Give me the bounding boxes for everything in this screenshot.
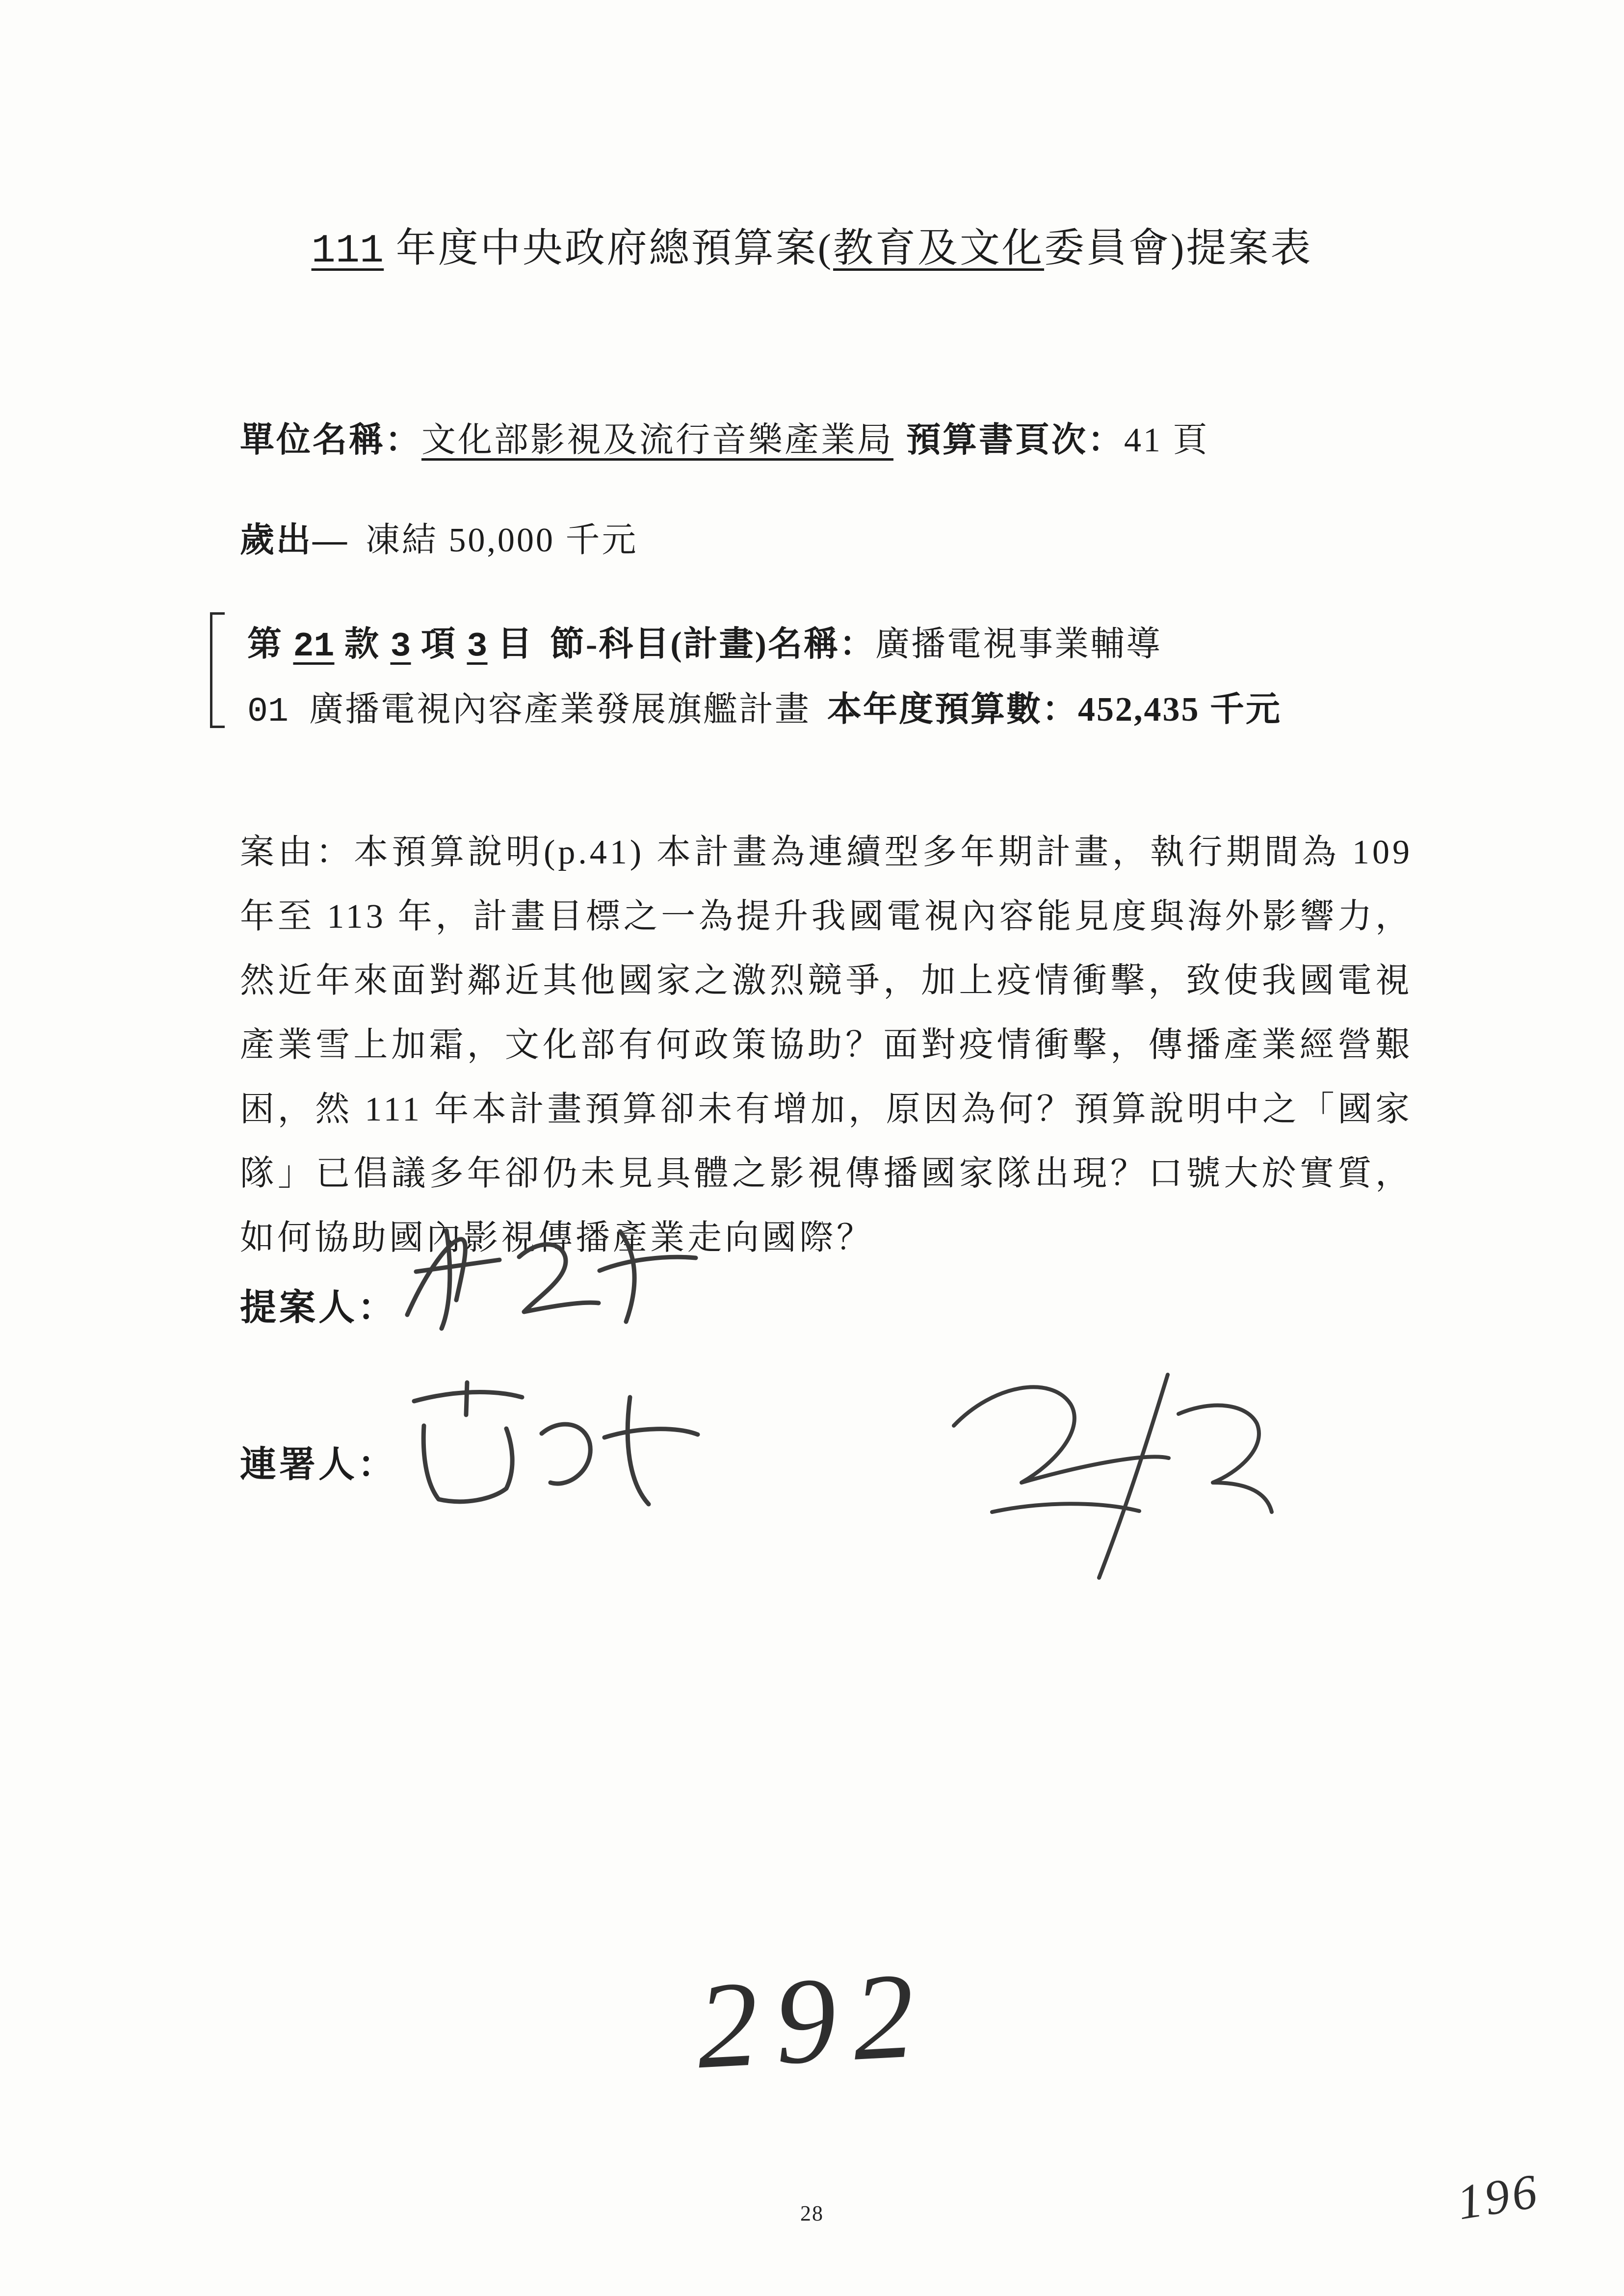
title-committee: 教育及文化 [833,226,1045,270]
unit-name-label: 單位名稱： [240,421,421,459]
annual-budget-label: 本年度預算數： [827,691,1078,729]
budget-item-line1 [247,613,1282,678]
document-title [0,216,1624,274]
handwritten-total-number: 292 [693,1946,934,2095]
title-mid: 年度中央政府總預算案( [384,226,834,270]
item-kuan-number: 21 [293,627,335,666]
budget-item-block [247,613,1282,744]
item-block-bracket [210,612,225,728]
budget-item-line2 [247,678,1282,744]
plan-name: 廣播電視內容產業發展旗艦計畫 [309,691,811,729]
expenditure-line [240,512,638,562]
proposer-label: 提案人： [240,1288,397,1328]
item-mu-number: 3 [467,627,488,666]
proposer-signature [388,1212,721,1349]
item-mu-label: 目 [487,626,534,663]
unit-name-value: 文化部影視及流行音樂產業局 [421,421,893,459]
page-number: 28 [800,2201,824,2225]
corner-handwritten-number: 196 [1453,2163,1544,2230]
cosigner-label: 連署人： [240,1445,397,1485]
item-kuan-label: 款 [334,626,391,663]
item-xiang-number: 3 [390,627,411,666]
title-tail: 委員會)提案表 [1044,226,1313,270]
expenditure-value: 凍結 50,000 千元 [366,522,638,559]
item-xiang-label: 項 [411,626,467,663]
budget-book-page-label: 預算書頁次： [906,421,1124,459]
expenditure-label: 歲出— [240,522,349,559]
item-prefix: 第 [247,626,293,663]
plan-code: 01 [247,693,310,731]
subject-name-label: 節-科目(計畫)名稱： [550,626,875,663]
title-year: 111 [311,228,384,274]
case-description: 案由：本預算說明(p.41) 本計畫為連續型多年期計畫，執行期間為 109 年至 113 年，計畫目標之一為提升我國電視內容能見度與海外影響力，然近年來面對鄰近其他國家之激烈競爭，加上疫情衝擊，致使我國電視產業雪上加霜，文化部有何政策協助？面對疫情衝擊，傳播產業經營艱困，然 111 年本計畫預算卻未有增加，原因為何？預算說明中之「國家隊」已倡議多年卻仍未見具體之影視傳播國家隊出現？口號大於實質，如何協助國內影視傳播產業走向國際？ [240,834,1413,1257]
budget-book-page-value: 41 頁 [1124,421,1209,459]
cosigner-signature [393,1369,707,1521]
cosigner-signature-2 [893,1334,1285,1599]
unit-name-line [240,412,1209,462]
annual-budget-value: 452,435 千元 [1078,691,1282,729]
subject-name-value: 廣播電視事業輔導 [875,626,1162,663]
